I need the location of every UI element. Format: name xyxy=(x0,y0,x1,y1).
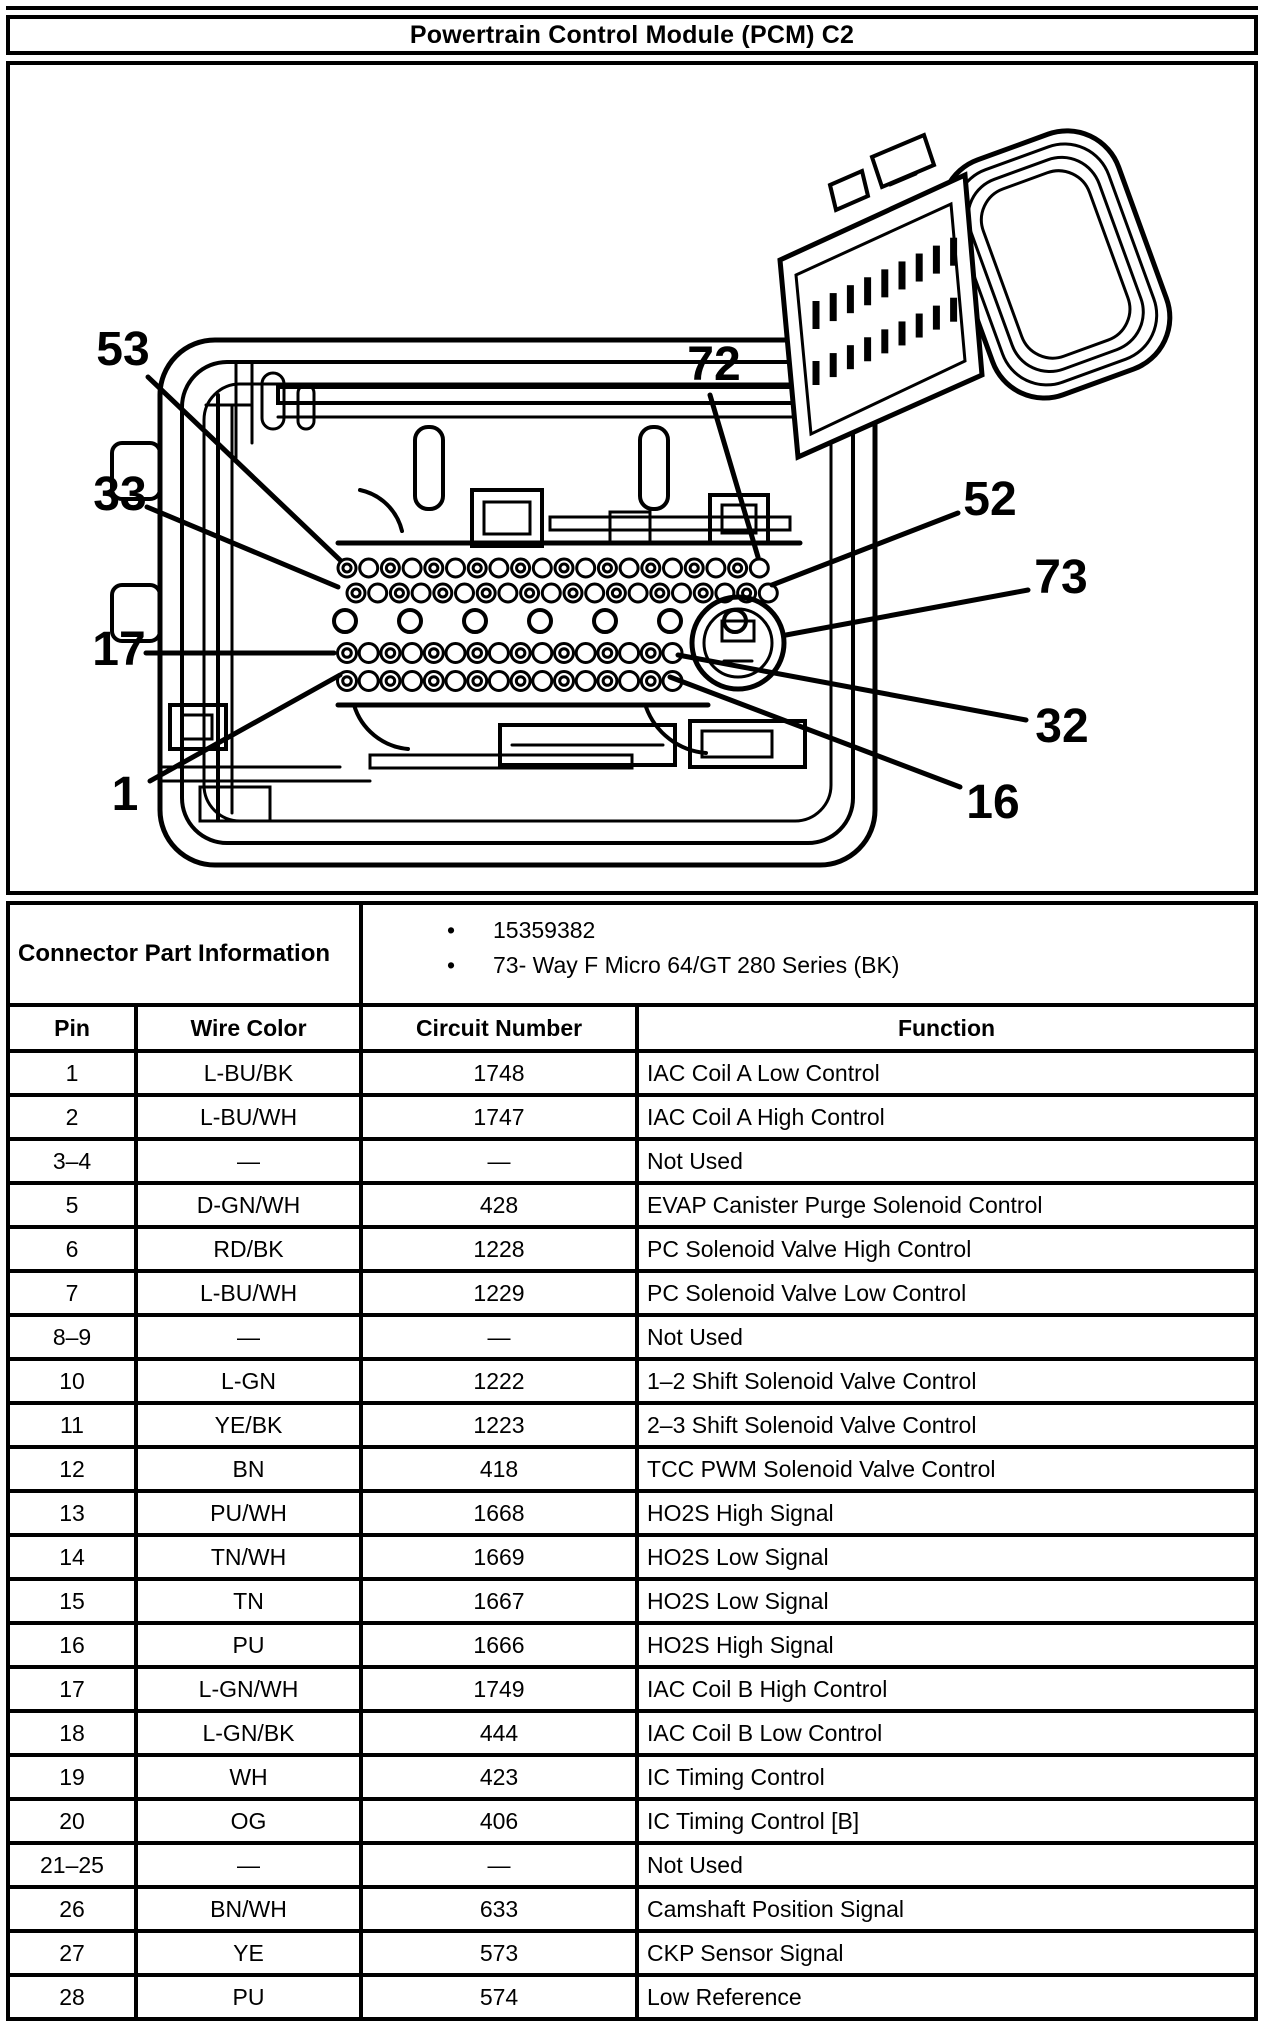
pin-row-33-52 xyxy=(347,584,777,602)
circuit-number-cell: 1749 xyxy=(361,1667,637,1711)
function-cell: Not Used xyxy=(637,1315,1256,1359)
circuit-number-cell: 1667 xyxy=(361,1579,637,1623)
pin-table-row xyxy=(8,1095,1256,1139)
pin-table-row xyxy=(8,1491,1256,1535)
wire-color-cell: OG xyxy=(136,1799,361,1843)
pin-cell: 21–25 xyxy=(8,1843,136,1887)
pin-row-17-32 xyxy=(338,644,683,663)
function-cell: Camshaft Position Signal xyxy=(637,1887,1256,1931)
pin-table-row xyxy=(8,1579,1256,1623)
function-cell: PC Solenoid Valve Low Control xyxy=(637,1271,1256,1315)
function-cell: IC Timing Control xyxy=(637,1755,1256,1799)
function-cell: IAC Coil B Low Control xyxy=(637,1711,1256,1755)
function-cell: 1–2 Shift Solenoid Valve Control xyxy=(637,1359,1256,1403)
function-cell: Not Used xyxy=(637,1843,1256,1887)
function-cell: HO2S Low Signal xyxy=(637,1535,1256,1579)
pin-callout-17: 17 xyxy=(92,623,146,676)
wire-color-cell: — xyxy=(136,1315,361,1359)
circuit-number-cell: 633 xyxy=(361,1887,637,1931)
connector-part-bullet xyxy=(447,948,1254,983)
pin-table-row xyxy=(8,1667,1256,1711)
pin-table-row xyxy=(8,1447,1256,1491)
circuit-number-cell: 428 xyxy=(361,1183,637,1227)
pin-row-middle xyxy=(334,610,746,632)
latch-rail xyxy=(278,387,836,546)
pin-table xyxy=(6,901,1258,2021)
pin-callout-16: 16 xyxy=(966,776,1020,829)
top-left-bracket xyxy=(206,363,314,458)
page-top-border xyxy=(6,6,1258,10)
circuit-number-column-header: Circuit Number xyxy=(361,1005,637,1051)
pin-table-row xyxy=(8,1755,1256,1799)
pin-cell: 6 xyxy=(8,1227,136,1271)
connector-line-art xyxy=(10,65,1250,891)
wire-color-cell: TN xyxy=(136,1579,361,1623)
wire-color-cell: PU xyxy=(136,1975,361,2019)
circuit-number-cell: 1222 xyxy=(361,1359,637,1403)
circuit-number-cell: 418 xyxy=(361,1447,637,1491)
function-cell: IC Timing Control [B] xyxy=(637,1799,1256,1843)
circuit-number-cell: 1747 xyxy=(361,1095,637,1139)
pin-cell: 12 xyxy=(8,1447,136,1491)
pin-table-row xyxy=(8,1711,1256,1755)
pin-callout-1: 1 xyxy=(111,768,139,821)
pin-callout-72: 72 xyxy=(687,338,741,391)
pin-table-row xyxy=(8,1535,1256,1579)
pin-cell: 16 xyxy=(8,1623,136,1667)
bullet-text: 73- Way F Micro 64/GT 280 Series (BK) xyxy=(493,952,900,978)
pin-cell: 17 xyxy=(8,1667,136,1711)
wire-color-cell: — xyxy=(136,1843,361,1887)
connector-diagram xyxy=(6,61,1258,895)
function-cell: HO2S Low Signal xyxy=(637,1579,1256,1623)
pin-cell: 28 xyxy=(8,1975,136,2019)
wire-color-cell: D-GN/WH xyxy=(136,1183,361,1227)
function-cell: HO2S High Signal xyxy=(637,1623,1256,1667)
wire-color-cell: YE/BK xyxy=(136,1403,361,1447)
circuit-number-cell: 574 xyxy=(361,1975,637,2019)
wire-color-cell: TN/WH xyxy=(136,1535,361,1579)
pin-callout-33: 33 xyxy=(93,468,147,521)
pin-row-53-72 xyxy=(338,559,768,577)
connector-part-info-row xyxy=(8,903,1256,1005)
wire-color-cell: L-GN/BK xyxy=(136,1711,361,1755)
pin-table-body xyxy=(8,1051,1256,2019)
pin-table-row xyxy=(8,1315,1256,1359)
pin-cell: 7 xyxy=(8,1271,136,1315)
function-cell: TCC PWM Solenoid Valve Control xyxy=(637,1447,1256,1491)
pin-table-row xyxy=(8,1887,1256,1931)
pin-callout-53: 53 xyxy=(96,323,150,376)
pin-table-row xyxy=(8,1975,1256,2019)
pin-table-row xyxy=(8,1403,1256,1447)
pin-cell: 14 xyxy=(8,1535,136,1579)
connector-part-info-bullets xyxy=(361,903,1256,1005)
pin-cell: 1 xyxy=(8,1051,136,1095)
bullet-icon: • xyxy=(447,917,456,943)
function-cell: PC Solenoid Valve High Control xyxy=(637,1227,1256,1271)
circuit-number-cell: 573 xyxy=(361,1931,637,1975)
page-title: Powertrain Control Module (PCM) C2 xyxy=(409,20,855,49)
function-cell: IAC Coil A Low Control xyxy=(637,1051,1256,1095)
function-cell: EVAP Canister Purge Solenoid Control xyxy=(637,1183,1256,1227)
page-title-bar xyxy=(6,15,1258,55)
left-inner-wall xyxy=(218,395,232,820)
function-column-header: Function xyxy=(637,1005,1256,1051)
circuit-number-cell: 444 xyxy=(361,1711,637,1755)
function-cell: Not Used xyxy=(637,1139,1256,1183)
pin-cell: 27 xyxy=(8,1931,136,1975)
wire-color-cell: RD/BK xyxy=(136,1227,361,1271)
pin-cell: 20 xyxy=(8,1799,136,1843)
wire-color-cell: L-GN xyxy=(136,1359,361,1403)
pin-table-row xyxy=(8,1843,1256,1887)
circuit-number-cell: — xyxy=(361,1843,637,1887)
wire-color-column-header: Wire Color xyxy=(136,1005,361,1051)
function-cell: IAC Coil A High Control xyxy=(637,1095,1256,1139)
function-cell: IAC Coil B High Control xyxy=(637,1667,1256,1711)
circuit-number-cell: 1229 xyxy=(361,1271,637,1315)
circuit-number-cell: 1668 xyxy=(361,1491,637,1535)
wire-color-cell: PU xyxy=(136,1623,361,1667)
pin-cell: 15 xyxy=(8,1579,136,1623)
pin-callout-32: 32 xyxy=(1035,700,1089,753)
pin-table-row xyxy=(8,1623,1256,1667)
function-cell: HO2S High Signal xyxy=(637,1491,1256,1535)
pin-callout-52: 52 xyxy=(963,473,1017,526)
pin-table-row xyxy=(8,1051,1256,1095)
pin-table-row xyxy=(8,1227,1256,1271)
wire-color-cell: BN/WH xyxy=(136,1887,361,1931)
pin-callout-73: 73 xyxy=(1034,551,1088,604)
function-cell: CKP Sensor Signal xyxy=(637,1931,1256,1975)
pin-table-row xyxy=(8,1183,1256,1227)
pin-table-row xyxy=(8,1931,1256,1975)
circuit-number-cell: — xyxy=(361,1315,637,1359)
wire-color-cell: L-BU/WH xyxy=(136,1095,361,1139)
pin-row-1-16 xyxy=(338,672,683,691)
pin-table-header-row xyxy=(8,1005,1256,1051)
circuit-number-cell: 1669 xyxy=(361,1535,637,1579)
function-cell: 2–3 Shift Solenoid Valve Control xyxy=(637,1403,1256,1447)
pin-table-row xyxy=(8,1799,1256,1843)
pin-cell: 13 xyxy=(8,1491,136,1535)
wire-color-cell: L-BU/BK xyxy=(136,1051,361,1095)
connector-part-bullet xyxy=(447,913,1254,948)
circuit-number-cell: — xyxy=(361,1139,637,1183)
pin-cell: 10 xyxy=(8,1359,136,1403)
pin-cell: 8–9 xyxy=(8,1315,136,1359)
circuit-number-cell: 423 xyxy=(361,1755,637,1799)
circuit-number-cell: 1223 xyxy=(361,1403,637,1447)
wire-color-cell: L-GN/WH xyxy=(136,1667,361,1711)
wire-color-cell: — xyxy=(136,1139,361,1183)
circuit-number-cell: 1666 xyxy=(361,1623,637,1667)
pin-table-row xyxy=(8,1359,1256,1403)
wire-color-cell: L-BU/WH xyxy=(136,1271,361,1315)
pin-cell: 19 xyxy=(8,1755,136,1799)
wire-color-cell: YE xyxy=(136,1931,361,1975)
pin-table-row xyxy=(8,1271,1256,1315)
function-cell: Low Reference xyxy=(637,1975,1256,2019)
pin-cell: 5 xyxy=(8,1183,136,1227)
connector-3d-view xyxy=(780,115,1185,457)
bullet-icon: • xyxy=(447,952,456,978)
wire-color-cell: WH xyxy=(136,1755,361,1799)
bullet-text: 15359382 xyxy=(493,917,596,943)
wire-color-cell: PU/WH xyxy=(136,1491,361,1535)
pin-column-header: Pin xyxy=(8,1005,136,1051)
pin-cell: 3–4 xyxy=(8,1139,136,1183)
circuit-number-cell: 1228 xyxy=(361,1227,637,1271)
circuit-number-cell: 1748 xyxy=(361,1051,637,1095)
pin-cell: 18 xyxy=(8,1711,136,1755)
circuit-number-cell: 406 xyxy=(361,1799,637,1843)
pin-cell: 26 xyxy=(8,1887,136,1931)
pin-table-row xyxy=(8,1139,1256,1183)
pin-cell: 2 xyxy=(8,1095,136,1139)
pin-cell: 11 xyxy=(8,1403,136,1447)
connector-part-info-label: Connector Part Information xyxy=(8,903,361,1005)
wire-color-cell: BN xyxy=(136,1447,361,1491)
